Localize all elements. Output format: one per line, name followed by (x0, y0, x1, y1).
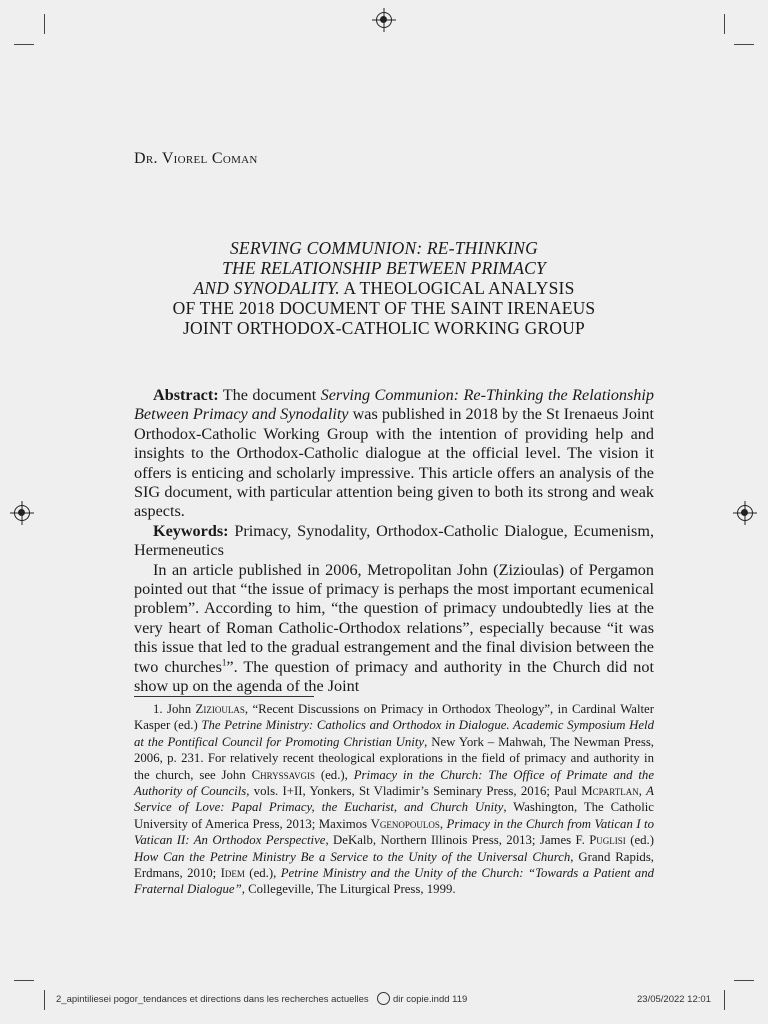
crop-mark (734, 980, 754, 981)
footnote: 1. John Zizioulas, “Recent Discussions on Primacy in Orthodox Theology”, in Cardinal Walter Kasper (ed.) The Petrine Ministry: Catholics and Orthodox in Dialogue. Academic Symposium Held at the Pontifical Council for Promoting Christian Unity, New York – Mahwah, The Newman Press, 2006, p. 231. For relatively recent theological explorations in the field of primacy and authority in the church, see John Chryssavgis (ed.), Primacy in the Church: The Office of Primate and the Authority of Councils, vols. I+II, Yonkers, St Vladimir’s Seminary Press, 2016; Paul Mcpartlan, A Service of Love: Papal Primacy, the Eucharist, and Church Unity, Washington, The Catholic University of America Press, 2013; Maximos Vgenopoulos, Primacy in the Church from Vatican I to Vatican II: An Orthodox Perspective, DeKalb, Northern Illinois Press, 2013; James F. Puglisi (ed.) How Can the Petrine Ministry Be a Service to the Unity of the Universal Church, Grand Rapids, Erdmans, 2010; Idem (ed.), Petrine Ministry and the Unity of the Church: “Towards a Patient and Fraternal Dialogue”, Collegeville, The Liturgical Press, 1999. (134, 702, 655, 897)
footnote-rule (134, 696, 314, 697)
title-line: OF THE 2018 DOCUMENT OF THE SAINT IRENAEUS (172, 298, 596, 318)
slug-filename: 2_apintiliesei pogor_tendances et directions dans les recherches actuelles (56, 994, 369, 1005)
footnote-reference[interactable]: 1 (221, 657, 227, 668)
title-line: SERVING COMMUNION: RE-THINKING (229, 238, 539, 258)
article-title (134, 238, 634, 338)
abstract: Abstract: The document Serving Communion: Re-Thinking the Relationship Between Primacy and Synodality was published in 2018 by the St Irenaeus Joint Orthodox-Catholic Working Group with the intention of providing help and insights to the Orthodox-Catholic dialogue at the official level. The vision it offers is enticing and scholarly impressive. This article offers an analysis of the SIG document, with particular attention being given to both its strong and weak aspects. (134, 386, 655, 521)
title-line: THE RELATIONSHIP BETWEEN PRIMACY (222, 258, 546, 278)
crop-mark (14, 980, 34, 981)
crop-mark (724, 990, 725, 1010)
title-line: AND SYNODALITY. A THEOLOGICAL ANALYSIS (193, 278, 575, 298)
slug-page: dir copie.indd 119 (393, 994, 468, 1005)
registration-mark-icon (376, 12, 392, 28)
keywords: Keywords: Primacy, Synodality, Orthodox-Catholic Dialogue, Ecumenism, Hermeneutics (134, 521, 654, 560)
crop-mark (44, 14, 45, 34)
author-name: Dr. Viorel Coman (134, 150, 258, 167)
crop-mark (44, 990, 45, 1010)
crop-mark (14, 44, 34, 45)
registration-mark-icon (737, 505, 753, 521)
crop-mark (724, 14, 725, 34)
slug-date: 23/05/2022 12:01 (637, 994, 711, 1005)
registration-mark-icon (377, 992, 390, 1005)
article-body (134, 386, 654, 697)
body-paragraph: In an article published in 2006, Metropolitan John (Zizioulas) of Pergamon pointed out that “the issue of primacy is perhaps the most important ecumenical problem”. According to him, “the question of primacy undoubtedly lies at the very heart of Roman Catholic-Orthodox relations”, especially because “it was this issue that led to the gradual estrangement and the final division between the two churches$^1$”. The question of primacy and authority in the Church did not show up on the agenda of the Joint (134, 560, 654, 696)
title-line: JOINT ORTHODOX-CATHOLIC WORKING GROUP (183, 318, 585, 338)
crop-mark (734, 44, 754, 45)
registration-mark-icon (14, 505, 30, 521)
